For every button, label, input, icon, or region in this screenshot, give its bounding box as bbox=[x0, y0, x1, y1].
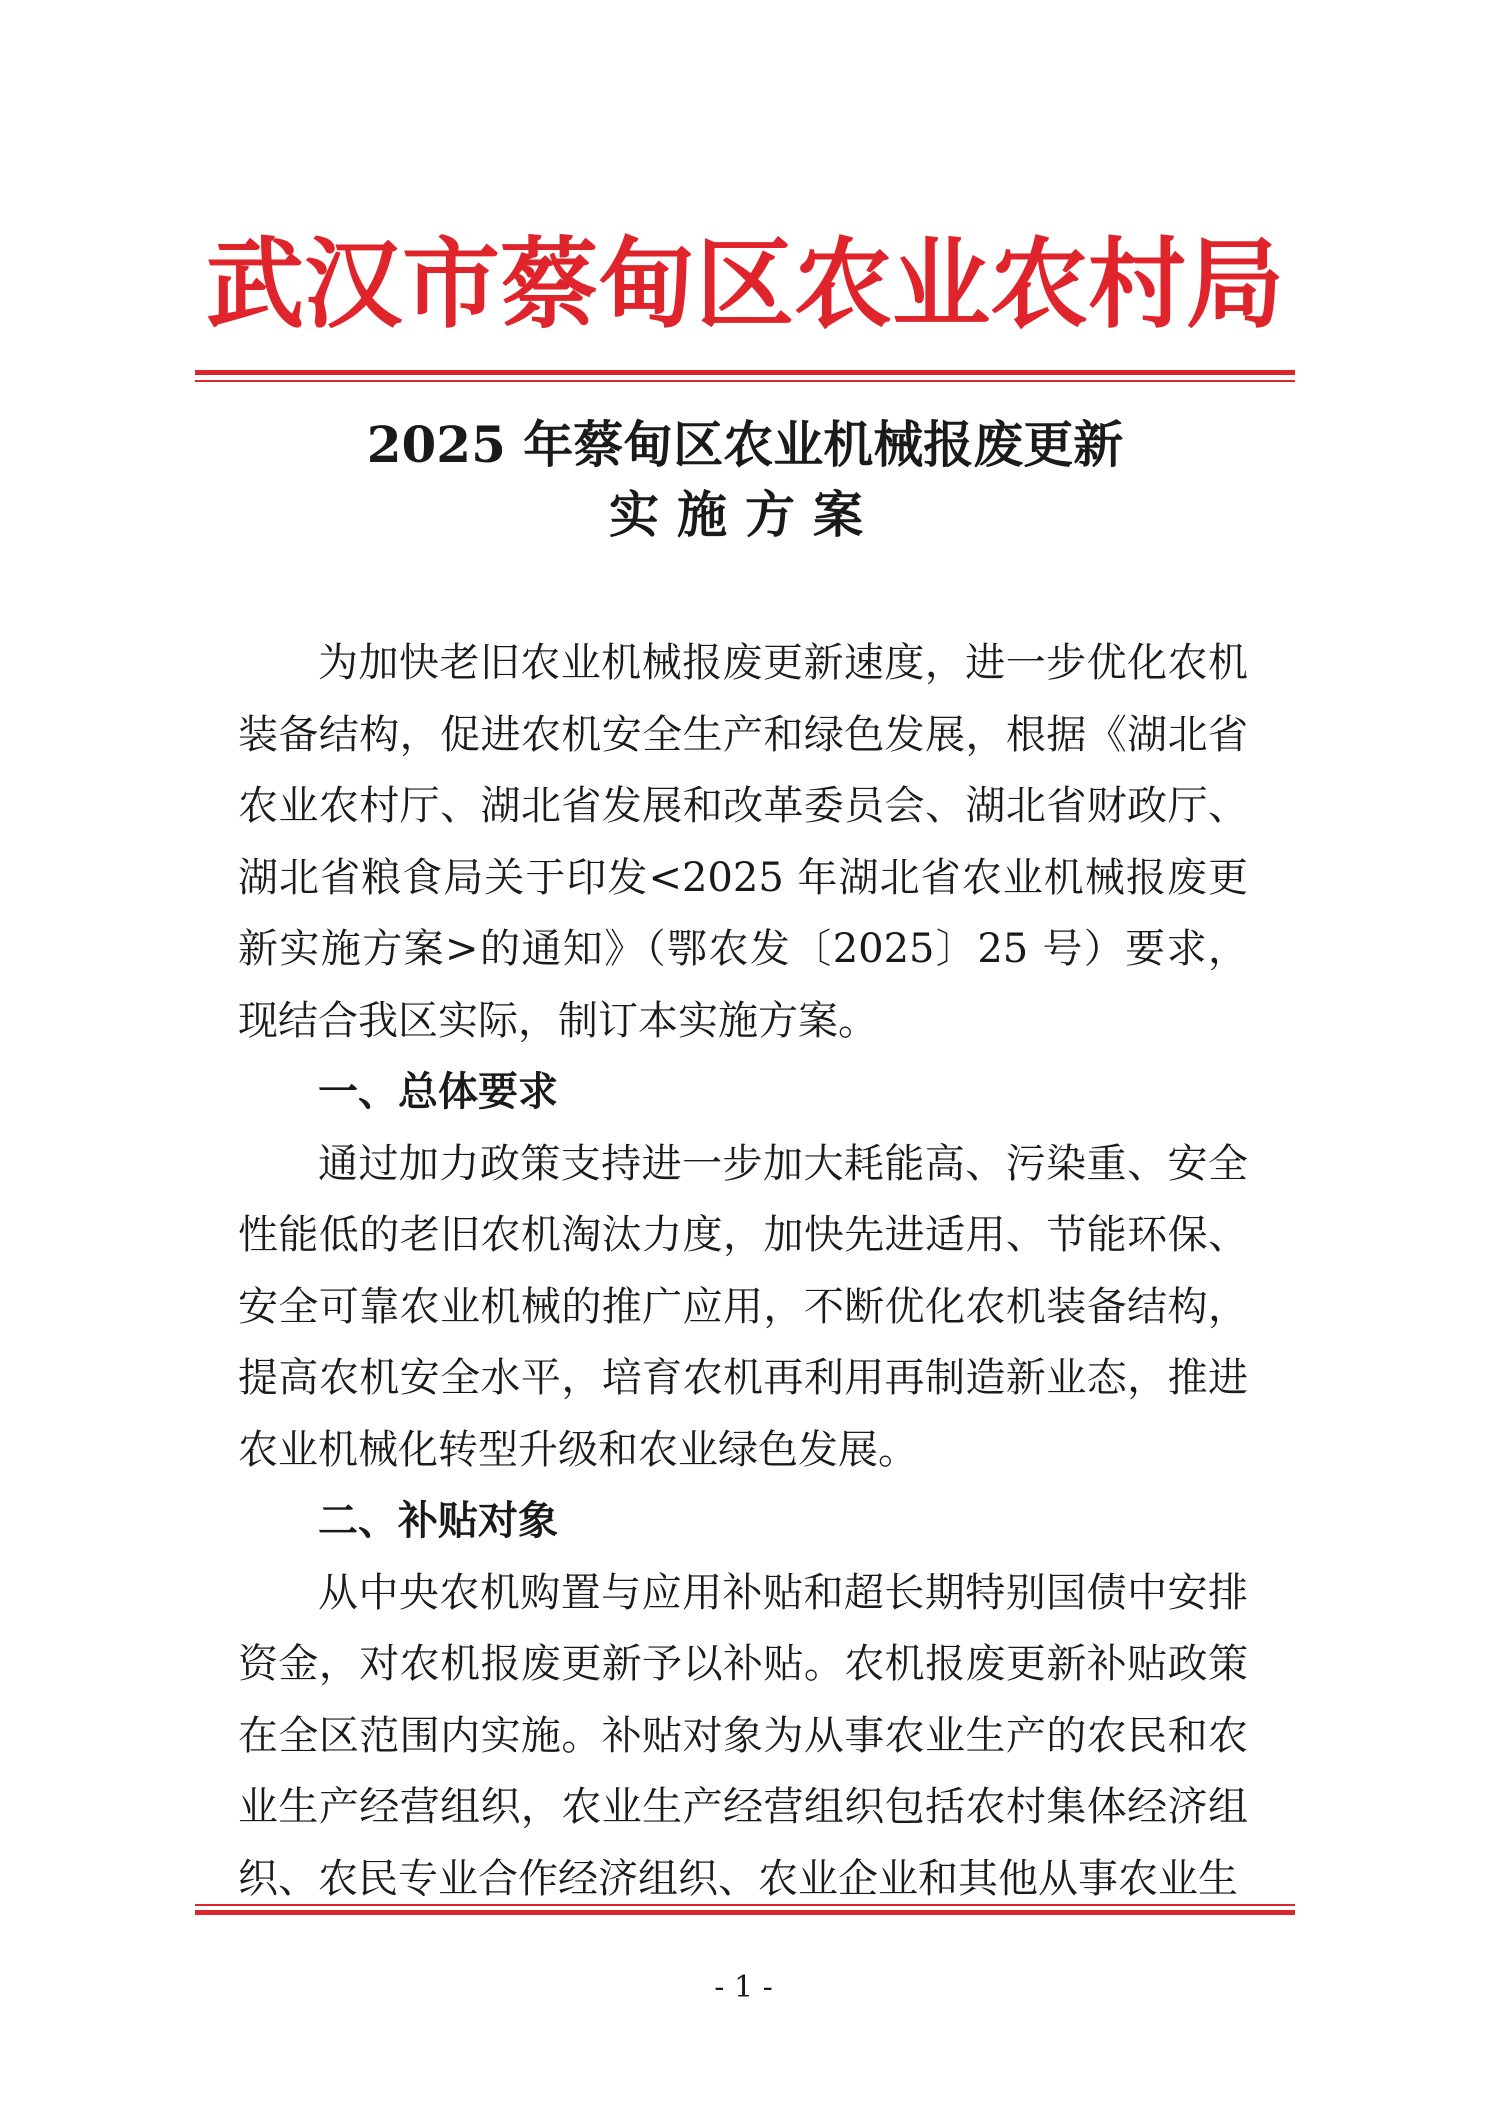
header-rule-thick bbox=[195, 370, 1295, 375]
intro-paragraph: 为加快老旧农业机械报废更新速度，进一步优化农机装备结构，促进农机安全生产和绿色发展，根据《湖北省农业农村厅、湖北省发展和改革委员会、湖北省财政厅、湖北省粮食局关于印发<2025 年湖北省农业机械报废更新实施方案>的通知》（鄂农发〔2025〕25 号）要求，现结合我区实际，制订本实施方案。 bbox=[238, 640, 1248, 1044]
document-body bbox=[238, 628, 1248, 1915]
footer-rule-thin bbox=[195, 1904, 1295, 1906]
issuing-organization-header: 武汉市蔡甸区农业农村局 bbox=[205, 227, 1284, 342]
page-number: - 1 - bbox=[714, 1970, 773, 2005]
document-title-line1: 2025 年蔡甸区农业机械报废更新 bbox=[366, 415, 1124, 474]
section-paragraph-general-requirements: 通过加力政策支持进一步加大耗能高、污染重、安全性能低的老旧农机淘汰力度，加快先进适用、节能环保、安全可靠农业机械的推广应用，不断优化农机装备结构，提高农机安全水平，培育农机再利用再制造新业态，推进农业机械化转型升级和农业绿色发展。 bbox=[238, 1140, 1248, 1473]
header-rule-thin bbox=[195, 380, 1295, 382]
footer-rule-thick bbox=[195, 1910, 1295, 1915]
section-heading-subsidy-recipients: 二、补贴对象 bbox=[318, 1498, 558, 1544]
section-heading-general-requirements: 一、总体要求 bbox=[318, 1069, 558, 1115]
section-paragraph-subsidy-recipients: 从中央农机购置与应用补贴和超长期特别国债中安排资金，对农机报废更新予以补贴。农机报废更新补贴政策在全区范围内实施。补贴对象为从事农业生产的农民和农业生产经营组织，农业生产经营组织包括农村集体经济组织、农民专业合作经济组织、农业企业和其他从事农业生 bbox=[238, 1569, 1248, 1902]
document-title-line2: 实施方案 bbox=[609, 485, 881, 544]
